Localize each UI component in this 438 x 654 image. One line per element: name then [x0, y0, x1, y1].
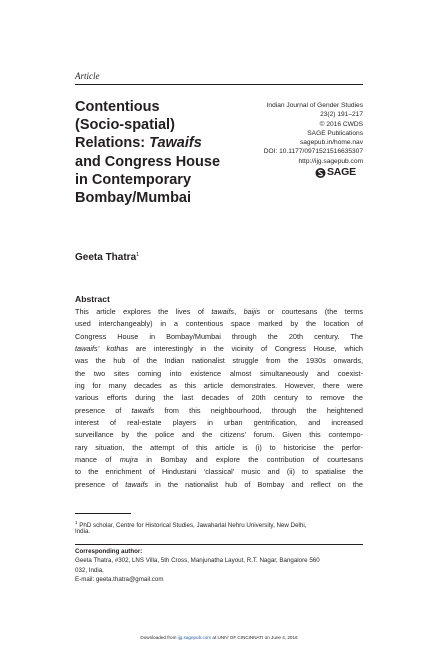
journal-publisher: SAGE Publications: [307, 129, 363, 137]
title-line-prefix: Relations:: [75, 135, 150, 152]
abstract-text: ing for many decades as this article demonstrates. However, there were: [75, 380, 363, 390]
title-line: Contentious: [75, 99, 160, 115]
abstract-heading: Abstract: [75, 294, 110, 304]
abstract-text: or courtesans (the terms: [260, 307, 363, 316]
abstract-text: various efforts during the last decades of 20th century to remove the: [75, 393, 363, 403]
corresponding-author-address: Geeta Thatra, #302, LNS Villa, 5th Cross, Manjunatha Layout, R.T. Nagar, Bangalore 560: [75, 557, 320, 565]
abstract-line: [75, 405, 363, 417]
abstract-line: [75, 355, 363, 367]
abstract-line: [75, 392, 363, 404]
abstract-italic-term: tawaifs: [125, 479, 149, 489]
author-name: Geeta Thatra: [75, 252, 137, 263]
abstract-line: [75, 331, 363, 343]
abstract-italic-term: baijis: [243, 307, 261, 316]
abstract-italic-term: mujra: [119, 454, 138, 464]
footnote-rule: [75, 513, 131, 514]
abstract-text: mance of: [75, 454, 120, 464]
abstract-text: from this neighbourhood, through the heightened: [154, 405, 363, 415]
journal-copyright: © 2016 CWDS: [319, 120, 363, 128]
abstract-text: presence of: [75, 405, 132, 415]
corresponding-author: [75, 547, 363, 584]
title-line: Bombay/Mumbai: [75, 190, 192, 207]
abstract-text: used interchangeably) in a contentious space marked by the location of: [75, 319, 363, 329]
abstract-line: [75, 343, 363, 355]
abstract-line: [75, 368, 363, 380]
download-suffix: at UNIV OF CINCINNATI on June 4, 2016: [211, 635, 298, 640]
abstract-line: [75, 306, 363, 318]
corresponding-author-email[interactable]: E-mail: geeta.thatra@gmail.com: [75, 575, 164, 583]
abstract-italic-term: tawaifs: [211, 307, 235, 316]
abstract-line: [75, 380, 363, 392]
title-line: in Contemporary: [75, 171, 192, 188]
abstract-line: [75, 466, 363, 478]
journal-volume: 23(2) 191–217: [320, 111, 363, 119]
abstract-text: in Bombay and explore the contribution of courtesans: [137, 454, 363, 464]
abstract-line: [75, 318, 363, 330]
abstract-text: Congress House in Bombay/Mumbai through the 20th century. The: [75, 331, 363, 341]
footnote: [75, 518, 363, 537]
download-prefix: Downloaded from: [140, 635, 178, 640]
journal-homepage-link[interactable]: sagepub.in/home.nav: [299, 139, 363, 147]
abstract-text: to the enrichment of Hindustani ‘classical’ music and (ii) to spatialise the: [75, 467, 363, 477]
abstract-italic-term: tawaifs’ kothas: [75, 343, 129, 353]
footnote-line: [75, 518, 363, 527]
abstract-italic-term: tawaifs: [131, 405, 155, 415]
abstract-line: [75, 442, 363, 454]
journal-url-link[interactable]: http://ijg.sagepub.com: [298, 157, 363, 165]
author-name-block: [75, 252, 139, 263]
abstract-text: in the nationalist hub of Bombay and reflect on the: [148, 479, 363, 489]
abstract-line: [75, 479, 363, 491]
download-link[interactable]: ijg.sagepub.com: [177, 635, 212, 640]
journal-doi[interactable]: DOI: 10.1177/0971521516635307: [263, 148, 363, 156]
abstract-text: rary situation, the attempt of this article is (i) to historicise the perfor-: [75, 442, 363, 452]
abstract-text: interest of real-estate players in urban gentrification, and increased: [75, 417, 363, 427]
corresponding-author-heading: Corresponding author:: [75, 548, 143, 555]
title-line-italic: Tawaifs: [149, 135, 202, 152]
header-rule: [75, 84, 363, 85]
abstract-line: [75, 454, 363, 466]
abstract-text: This article explores the lives of: [75, 307, 212, 316]
abstract-line: [75, 429, 363, 441]
abstract-text: was the hub of the Indian nationalist struggle from the 1930s onwards,: [75, 356, 363, 366]
sage-logo: [315, 166, 363, 180]
title-line: and Congress House: [75, 153, 221, 170]
download-notice: [0, 635, 438, 640]
title-line: (Socio-spatial): [75, 117, 175, 134]
abstract-text: the two sites coming into existence almost simultaneously and coexist-: [75, 368, 363, 378]
abstract-line: [75, 417, 363, 429]
abstract-text: surveillance by the police and the citizens’ forum. Given this contempo-: [75, 430, 363, 440]
abstract-text: presence of: [75, 479, 126, 489]
footnote-marker: 1: [75, 520, 78, 525]
corresponding-author-rule: [75, 544, 363, 545]
author-footnote-marker: 1: [136, 252, 140, 258]
abstract-body: [75, 306, 363, 491]
section-label: Article: [75, 71, 100, 81]
abstract-text: ,: [234, 307, 244, 316]
corresponding-author-address: 032, India.: [75, 566, 104, 574]
footnote-line: India.: [75, 528, 91, 536]
journal-meta: [193, 101, 363, 166]
abstract-text: are interestingly in the vicinity of Congress House, which: [128, 343, 363, 353]
journal-name: Indian Journal of Gender Studies: [266, 102, 363, 109]
footnote-text: PhD scholar, Centre for Historical Studies, Jawaharlal Nehru University, New Delhi,: [77, 522, 307, 529]
sage-logo-text: SAGE: [327, 166, 356, 178]
